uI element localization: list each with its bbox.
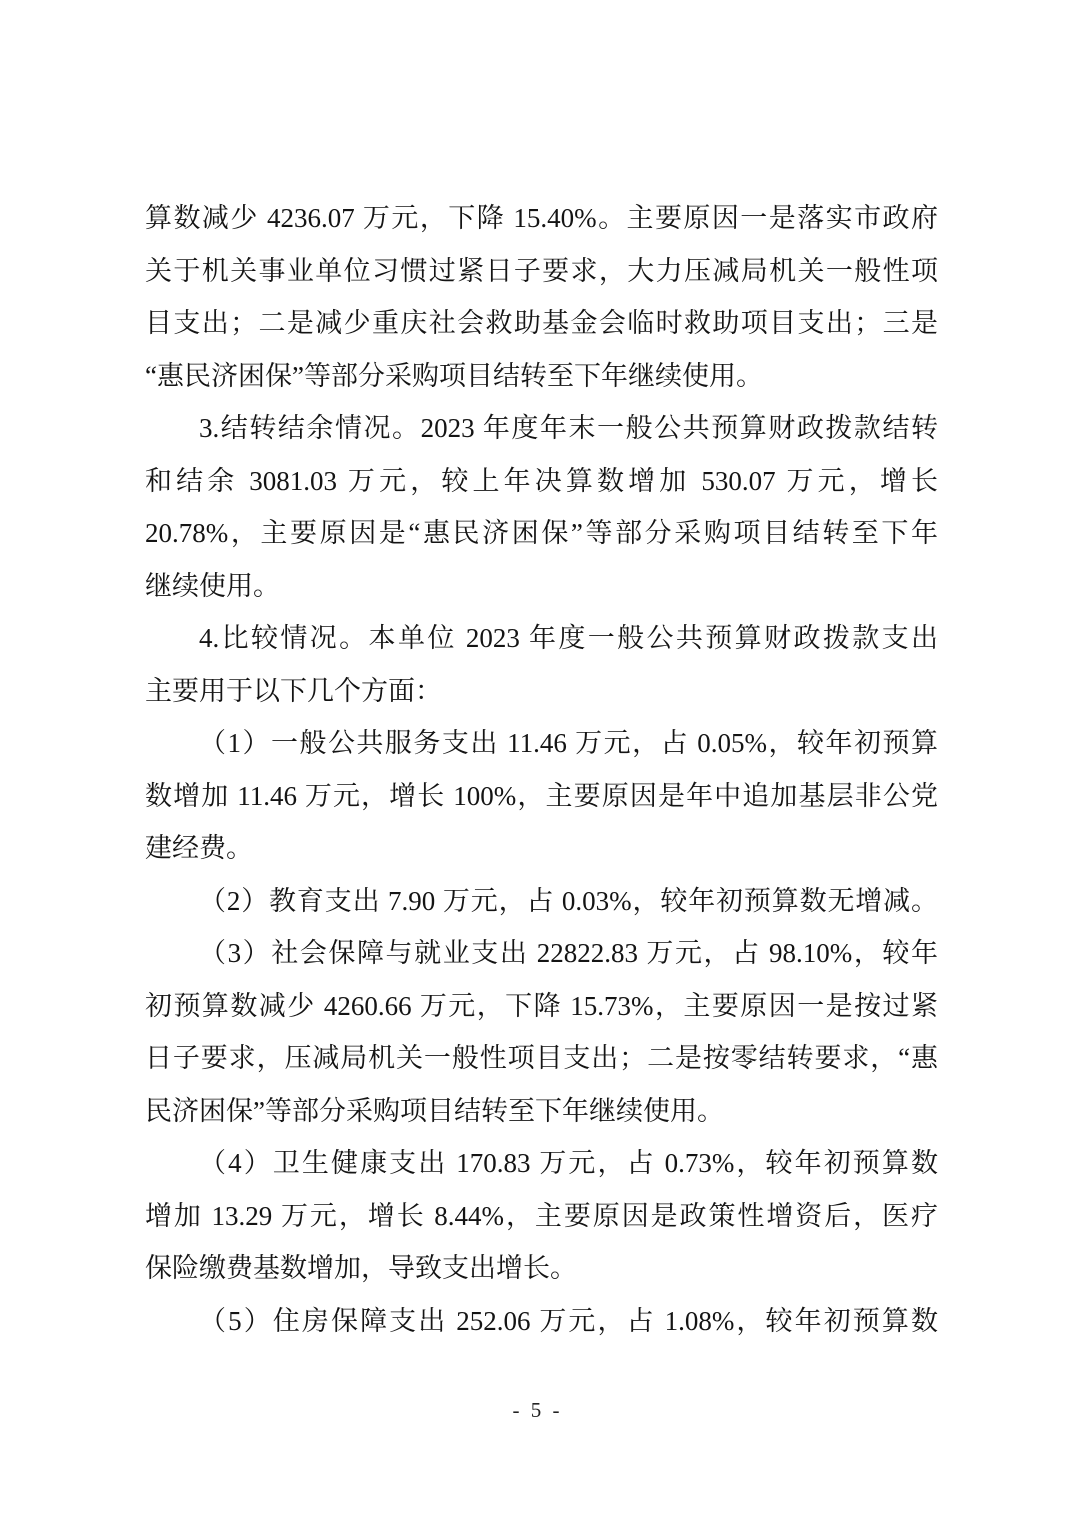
text-line: 建经费。 [145,833,253,863]
text-line: 初预算数减少 4260.66 万元，下降 15.73%，主要原因一是按过紧 [145,990,938,1021]
text-line: 数增加 11.46 万元，增长 100%，主要原因是年中追加基层非公党 [145,780,938,811]
text-line: 4.比较情况。本单位 2023 年度一般公共预算财政拨款支出 [199,623,938,653]
text-line: （3）社会保障与就业支出 22822.83 万元，占 98.10%，较年 [199,938,938,968]
text-line: 3.结转结余情况。2023 年度年末一般公共预算财政拨款结转 [199,413,938,443]
text-line: “惠民济困保”等部分采购项目结转至下年继续使用。 [145,360,763,391]
text-line: 民济困保”等部分采购项目结转至下年继续使用。 [145,1095,724,1126]
text-line: 关于机关事业单位习惯过紧日子要求，大力压减局机关一般性项 [145,255,938,286]
text-line: 日子要求，压减局机关一般性项目支出；二是按零结转要求，“惠 [145,1043,938,1073]
text-line: （5）住房保障支出 252.06 万元，占 1.08%，较年初预算数 [199,1305,938,1336]
text-line: 算数减少 4236.07 万元，下降 15.40%。主要原因一是落实市政府 [145,203,938,233]
text-line: 继续使用。 [145,570,280,601]
text-line: （4）卫生健康支出 170.83 万元，占 0.73%，较年初预算数 [199,1148,938,1178]
text-line: （2）教育支出 7.90 万元，占 0.03%，较年初预算数无增减。 [199,885,938,916]
document-body-text [145,192,938,1347]
text-line: 20.78%，主要原因是“惠民济困保”等部分采购项目结转至下年 [145,518,938,548]
text-line: 目支出；二是减少重庆社会救助基金会临时救助项目支出；三是 [145,308,938,338]
text-line: 和结余 3081.03 万元，较上年决算数增加 530.07 万元，增长 [145,465,938,496]
page-number: - 5 - [512,1398,563,1422]
text-line: 主要用于以下几个方面： [145,675,442,706]
text-line: 增加 13.29 万元，增长 8.44%，主要原因是政策性增资后，医疗 [145,1200,938,1231]
text-line: 保险缴费基数增加，导致支出增长。 [145,1253,577,1283]
text-line: （1）一般公共服务支出 11.46 万元，占 0.05%，较年初预算 [199,728,938,758]
